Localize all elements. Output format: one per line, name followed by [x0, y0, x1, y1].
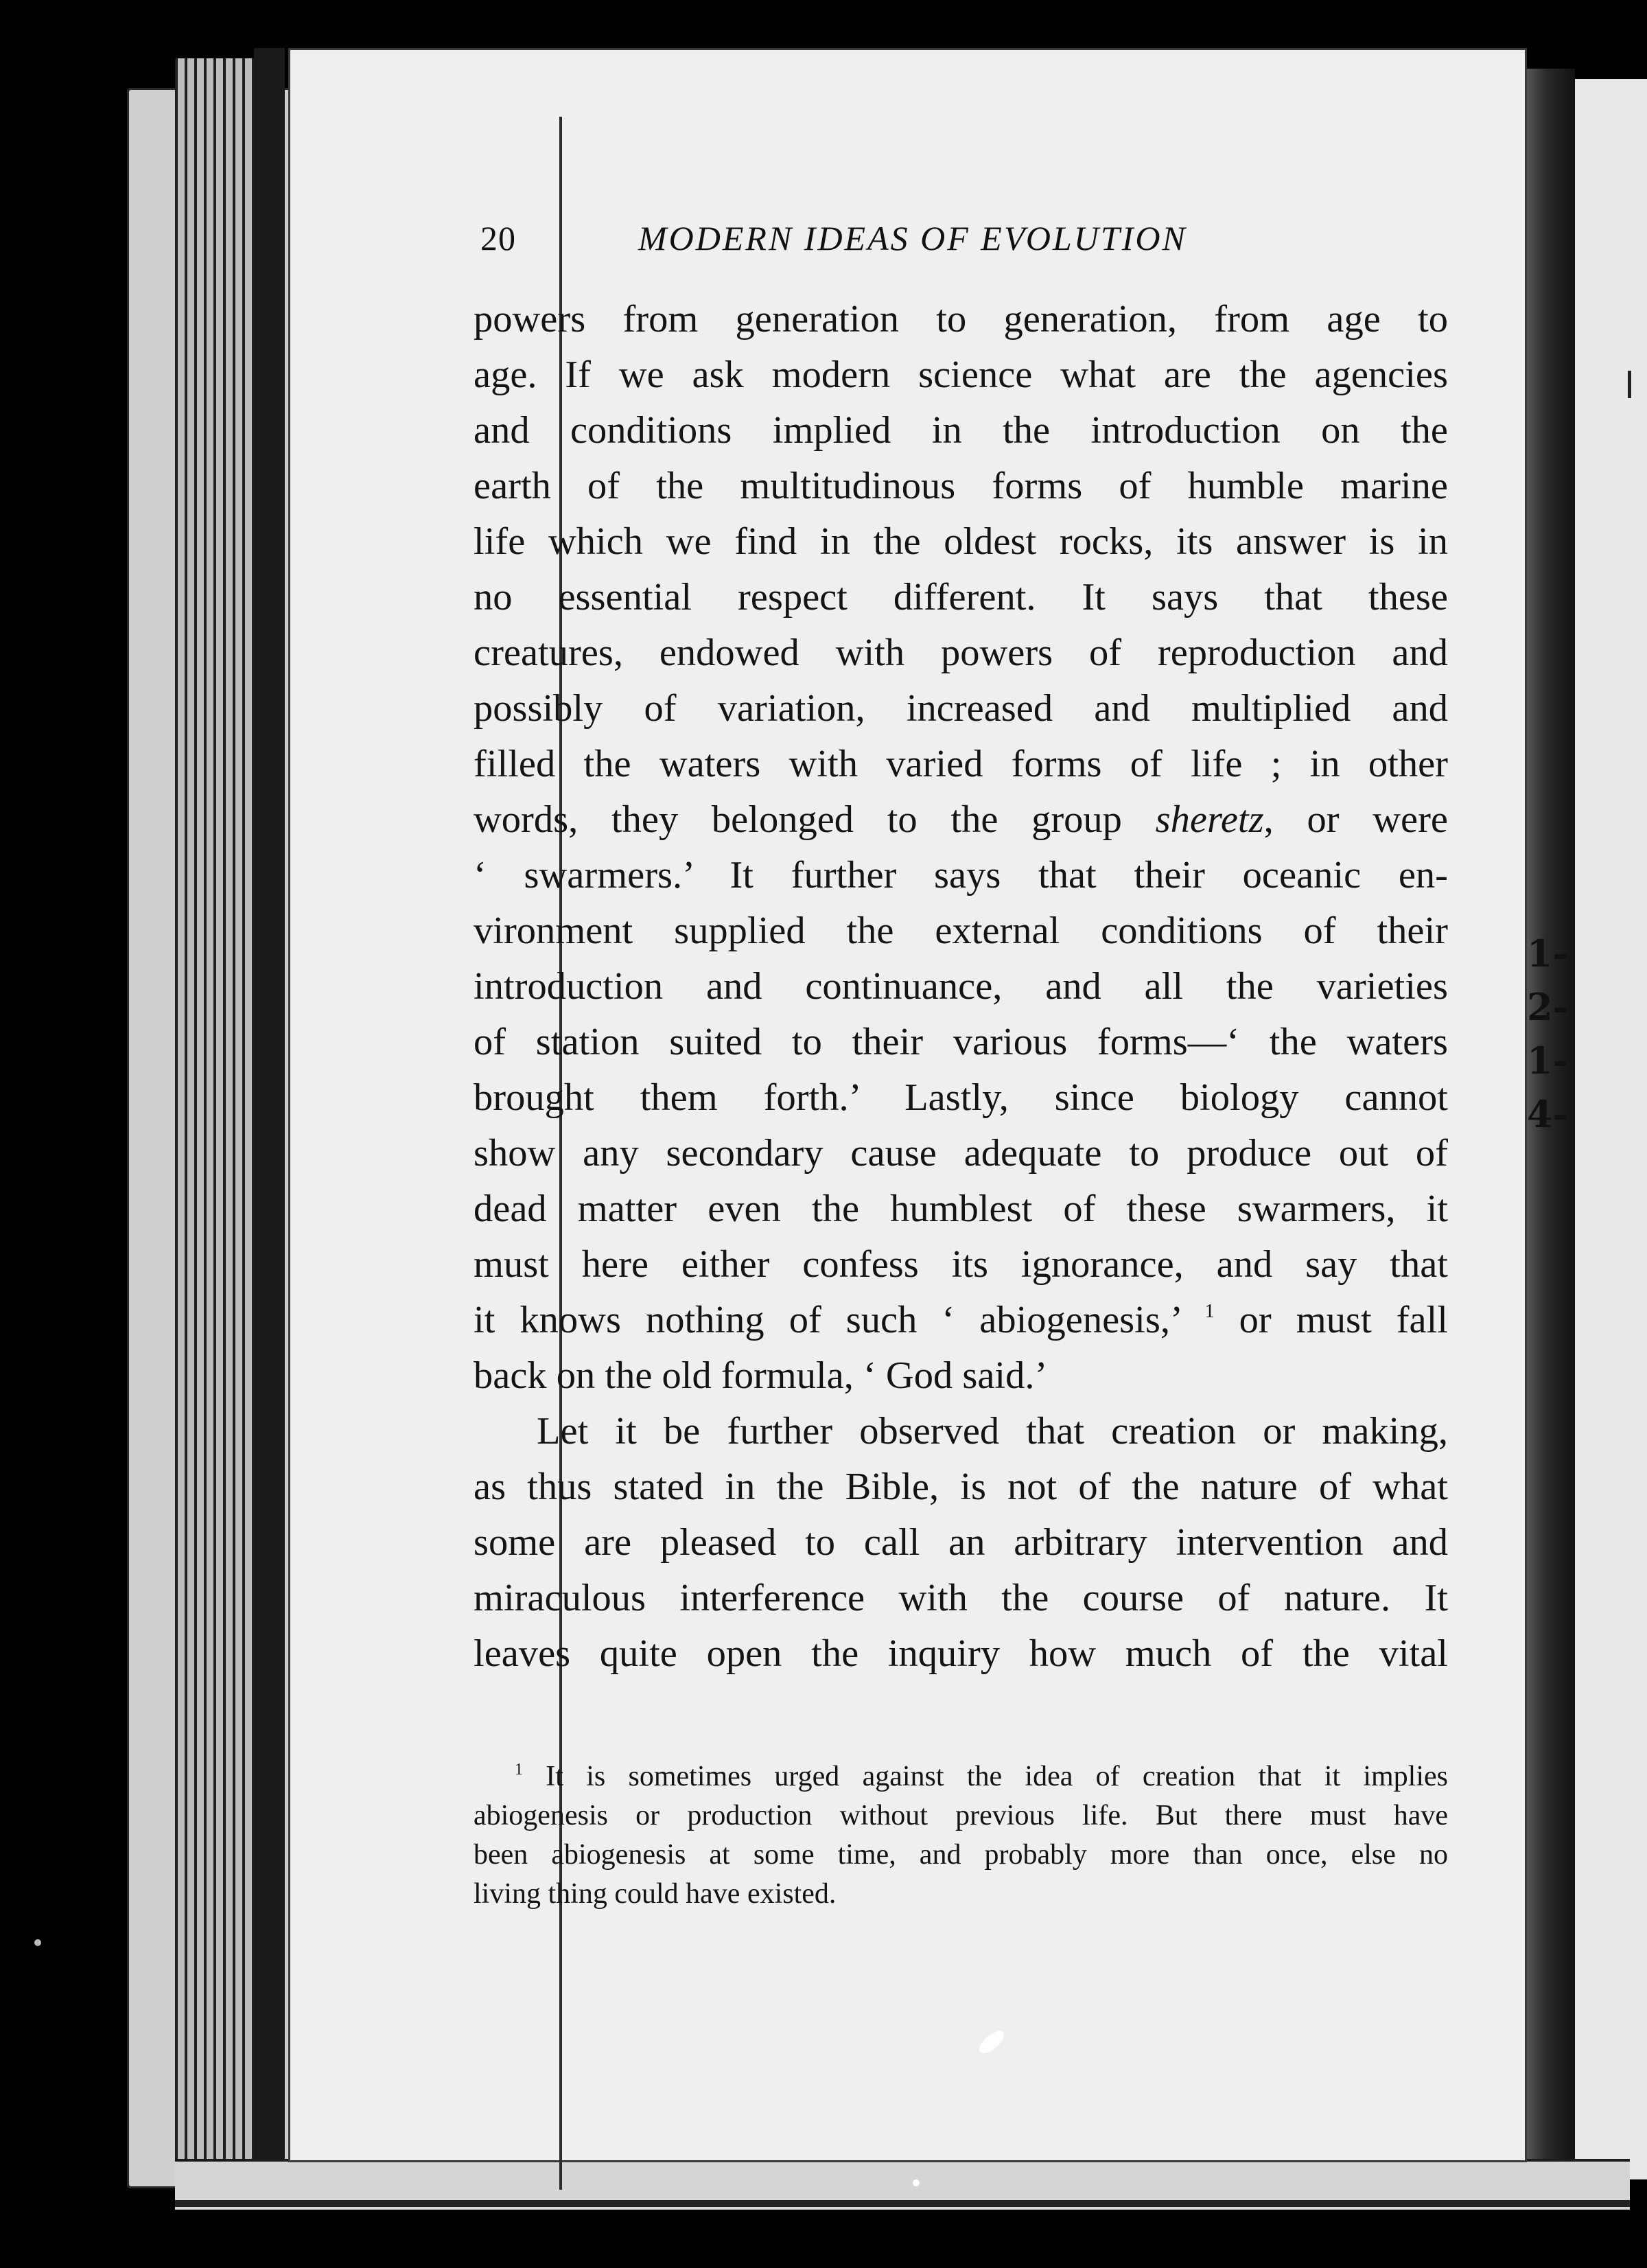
footnote: [474, 1757, 1448, 1914]
page-number: 20: [480, 219, 516, 257]
paragraph-first-line: Let it be further observed that creation or making,: [537, 1410, 1448, 1453]
body-line: as thus stated in the Bible, is not of the nature of what: [474, 1466, 1448, 1508]
page-edge-shadow: [254, 48, 285, 2169]
body-line-part: or must fall: [1214, 1299, 1448, 1341]
body-line: dead matter even the humblest of these swarmers, it: [474, 1188, 1448, 1230]
body-line: back on the old formula, ‘ God said.’: [474, 1354, 1048, 1397]
footnote-line: living thing could have existed.: [474, 1878, 837, 1910]
footnote-line: been abiogenesis at some time, and probably more than once, else no: [474, 1839, 1448, 1871]
body-line: vironment supplied the external conditions of their: [474, 910, 1448, 952]
body-line: creatures, endowed with powers of reproduction and: [474, 632, 1448, 674]
margin-mark-1: 1-: [1527, 931, 1568, 975]
body-line: powers from generation to generation, from age to: [474, 298, 1448, 340]
body-line-part: , or were: [1263, 798, 1448, 841]
margin-tick: [1628, 371, 1631, 398]
facing-page-sliver: [1575, 79, 1647, 2179]
body-line: life which we find in the oldest rocks, its answer is in: [474, 520, 1448, 563]
body-line: introduction and continuance, and all the varieties: [474, 965, 1448, 1008]
body-line: possibly of variation, increased and multiplied and: [474, 687, 1448, 730]
running-head-title: MODERN IDEAS OF EVOLUTION: [638, 219, 1187, 257]
bottom-edge-shadow: [175, 2200, 1630, 2207]
body-line-with-italic: [474, 792, 1448, 848]
footnote-marker: 1: [515, 1761, 523, 1779]
footnote-line: [474, 1757, 1448, 1796]
body-line: must here either confess its ignorance, and say that: [474, 1243, 1448, 1286]
body-line: filled the waters with varied forms of life ; in other: [474, 743, 1448, 785]
running-head: [474, 218, 1455, 259]
body-line: miraculous interference with the course of nature. It: [474, 1577, 1448, 1619]
italic-word: sheretz: [1155, 798, 1264, 841]
body-text: [474, 292, 1448, 1682]
body-line-with-footnote-ref: [474, 1293, 1448, 1348]
speck: [34, 1939, 41, 1946]
body-line: and conditions implied in the introduction on the: [474, 409, 1448, 452]
body-line-part: words, they belonged to the group: [474, 798, 1156, 841]
body-line: ‘ swarmers.’ It further says that their oceanic en-: [474, 854, 1448, 896]
body-line: of station suited to their various forms—‘ the waters: [474, 1021, 1448, 1063]
margin-mark-2: 2-: [1527, 985, 1568, 1029]
body-line: show any secondary cause adequate to produce out of: [474, 1132, 1448, 1174]
body-line: some are pleased to call an arbitrary intervention and: [474, 1521, 1448, 1564]
footnote-reference[interactable]: 1: [1204, 1301, 1215, 1322]
body-line: brought them forth.’ Lastly, since biology cannot: [474, 1076, 1448, 1119]
body-line: age. If we ask modern science what are the agencies: [474, 354, 1448, 396]
footnote-line-text: It is sometimes urged against the idea of creation that it implies: [523, 1761, 1448, 1792]
footnote-line: abiogenesis or production without previous life. But there must have: [474, 1800, 1448, 1831]
margin-mark-3: 1-: [1527, 1039, 1568, 1083]
body-line: earth of the multitudinous forms of humble marine: [474, 465, 1448, 507]
body-line-part: it knows nothing of such ‘ abiogenesis,’: [474, 1299, 1205, 1341]
margin-annotation: [1527, 927, 1582, 1160]
body-line: no essential respect different. It says that these: [474, 576, 1448, 618]
margin-mark-4: 4-: [1527, 1092, 1568, 1136]
body-line: leaves quite open the inquiry how much of the vital: [474, 1632, 1448, 1675]
